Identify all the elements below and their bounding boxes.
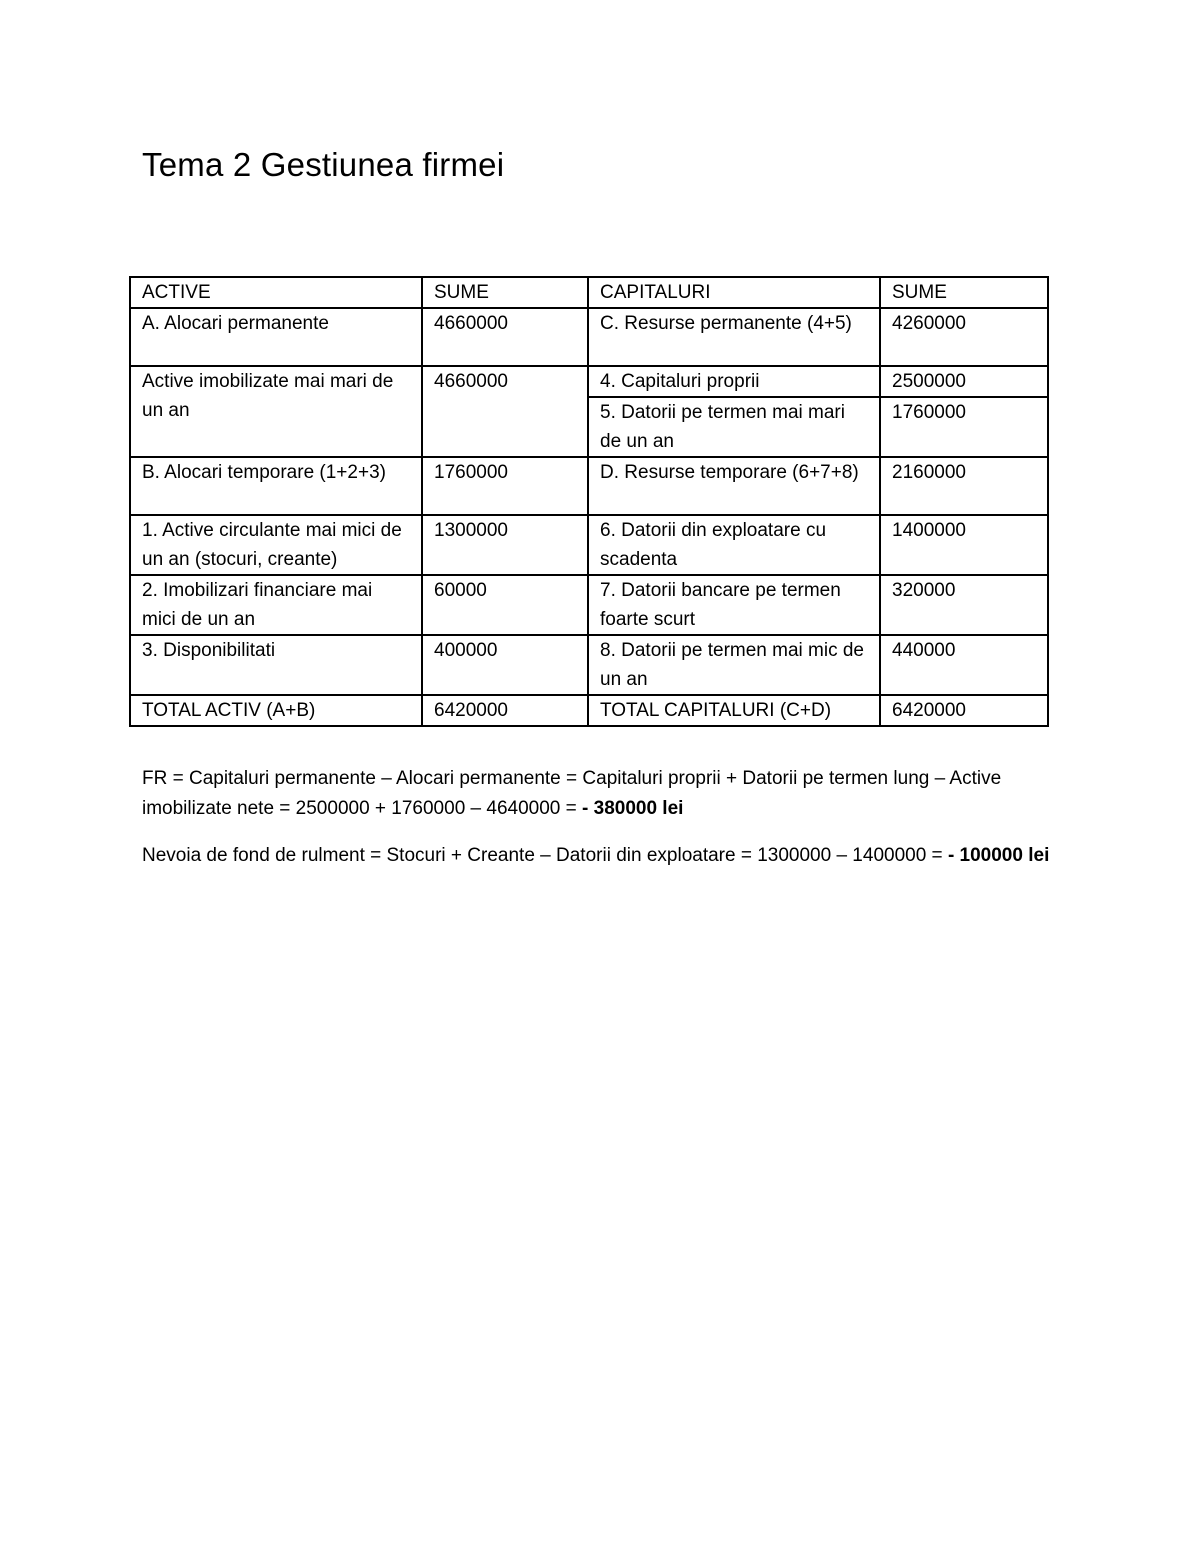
header-sume: SUME xyxy=(880,277,1048,308)
nfr-formula xyxy=(142,841,1072,871)
table-cell: 1. Active circulante mai mici de un an (stocuri, creante) xyxy=(130,515,422,575)
table-cell: TOTAL ACTIV (A+B) xyxy=(130,695,422,726)
balance-sheet-table xyxy=(129,276,1049,727)
table-cell: 440000 xyxy=(880,635,1048,695)
page-title: Tema 2 Gestiunea firmei xyxy=(142,146,505,183)
table-cell: A. Alocari permanente xyxy=(130,308,422,366)
table-cell: 1400000 xyxy=(880,515,1048,575)
table-cell: 400000 xyxy=(422,635,588,695)
table-total-row xyxy=(130,695,1048,726)
table-cell: 3. Disponibilitati xyxy=(130,635,422,695)
nfr-result: - 100000 lei xyxy=(947,845,1050,866)
table-row xyxy=(130,308,1048,366)
table-cell: B. Alocari temporare (1+2+3) xyxy=(130,457,422,515)
table-cell: 4660000 xyxy=(422,308,588,366)
header-active: ACTIVE xyxy=(130,277,422,308)
table-cell: 1760000 xyxy=(422,457,588,515)
nfr-formula-text: Nevoia de fond de rulment = Stocuri + Creante – Datorii din exploatare = 1300000 – 1400000 = xyxy=(142,845,948,866)
table-cell: 5. Datorii pe termen mai mari de un an xyxy=(588,397,880,457)
table-row xyxy=(130,457,1048,515)
table-cell: D. Resurse temporare (6+7+8) xyxy=(588,457,880,515)
table-cell: 2. Imobilizari financiare mai mici de un an xyxy=(130,575,422,635)
table-cell: 7. Datorii bancare pe termen foarte scurt xyxy=(588,575,880,635)
table-row xyxy=(130,515,1048,575)
table-cell: 6420000 xyxy=(880,695,1048,726)
table-cell: 4. Capitaluri proprii xyxy=(588,366,880,397)
table-row xyxy=(130,635,1048,695)
table-row xyxy=(130,575,1048,635)
table-row xyxy=(130,366,1048,397)
table-cell: 2500000 xyxy=(880,366,1048,397)
fr-result: - 380000 lei xyxy=(582,798,684,819)
table-cell: 1760000 xyxy=(880,397,1048,457)
fr-formula xyxy=(142,764,1072,824)
table-cell: 1300000 xyxy=(422,515,588,575)
table-cell: TOTAL CAPITALURI (C+D) xyxy=(588,695,880,726)
table-cell: 2160000 xyxy=(880,457,1048,515)
formulas-section xyxy=(142,764,1072,888)
table-cell: 4260000 xyxy=(880,308,1048,366)
table-cell: 6420000 xyxy=(422,695,588,726)
header-sume: SUME xyxy=(422,277,588,308)
table-cell: 320000 xyxy=(880,575,1048,635)
table-cell: 60000 xyxy=(422,575,588,635)
table-cell: C. Resurse permanente (4+5) xyxy=(588,308,880,366)
table-header-row xyxy=(130,277,1048,308)
table-cell: 8. Datorii pe termen mai mic de un an xyxy=(588,635,880,695)
table-cell: Active imobilizate mai mari de un an xyxy=(130,366,422,457)
table-cell: 4660000 xyxy=(422,366,588,457)
table-cell: 6. Datorii din exploatare cu scadenta xyxy=(588,515,880,575)
fr-formula-text: FR = Capitaluri permanente – Alocari permanente = Capitaluri proprii + Datorii pe termen lung – Active imobilizate nete = 2500000 + 1760000 – 4640000 = xyxy=(142,768,1002,819)
header-capitaluri: CAPITALURI xyxy=(588,277,880,308)
